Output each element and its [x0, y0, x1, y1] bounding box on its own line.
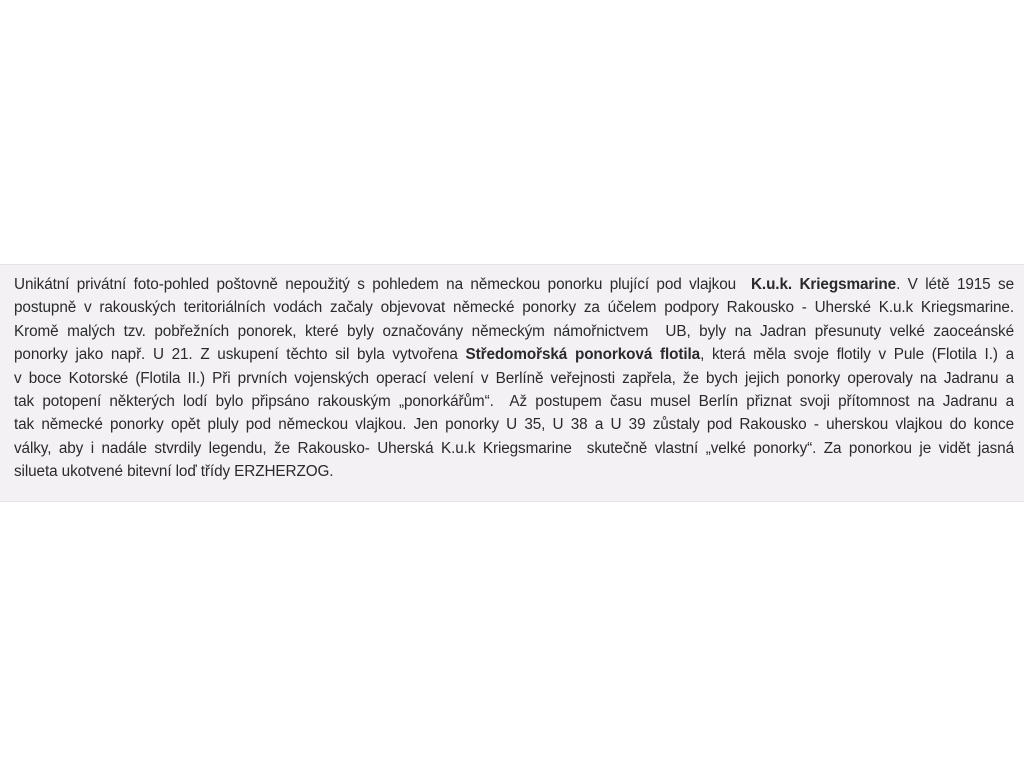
- text-line: [14, 367, 1014, 390]
- text-segment: války, aby i nadále stvrdily legendu, že Rakousko- Uherská K.u.k Kriegsmarine skutečně vlastní „velké ponorky“. Za ponorkou je vidět jasná: [14, 439, 1014, 457]
- text-segment: , která měla svoje flotily v Pule (Flotila I.) a: [700, 346, 1014, 364]
- text-segment: Unikátní privátní foto-pohled poštovně nepoužitý s pohledem na německou ponorku plující pod vlajkou: [14, 276, 751, 293]
- text-line: [14, 437, 1014, 460]
- bold-text-segment: K.u.k. Kriegsmarine: [750, 276, 897, 293]
- text-line: [14, 343, 1014, 366]
- text-line: [14, 273, 1014, 296]
- text-segment: tak potopení některých lodí bylo připsáno rakouským „ponorkářům“. Až postupem času musel Berlín přiznat svoji přítomnost na Jadranu a: [14, 393, 1014, 411]
- bold-text-segment: Středomořská ponorková flotila: [465, 346, 701, 364]
- text-segment: Kromě malých tzv. pobřežních ponorek, které byly označovány německým námořnictvem UB, byly na Jadran přesunuty velké zaoceánské: [14, 322, 1014, 340]
- text-segment: tak německé ponorky opět pluly pod německou vlajkou. Jen ponorky U 35, U 38 a U 39 zůstaly pod Rakousko - uherskou vlajkou do konce: [14, 416, 1014, 434]
- text-segment: . V létě 1915 se: [896, 276, 1014, 293]
- text-segment: v boce Kotorské (Flotila II.) Při prvních vojenských operací velení v Berlíně veřejnosti zapřela, že bych jejich ponorky operovaly na Jadranu a: [14, 369, 1014, 387]
- text-segment: postupně v rakouských teritoriálních vodách začaly objevovat německé ponorky za účelem podpory Rakousko - Uherské K.u.k Kriegsmarine.: [14, 299, 1014, 317]
- text-segment: ponorky jako např. U 21. Z uskupení těchto sil byla vytvořena: [14, 346, 466, 364]
- text-line: [14, 296, 1014, 319]
- text-line: [14, 413, 1014, 436]
- text-strip: [0, 264, 1024, 502]
- text-line: [14, 390, 1014, 413]
- text-line: [14, 460, 1014, 483]
- text-segment: silueta ukotvené bitevní loď třídy ERZHERZOG.: [14, 463, 334, 481]
- text-line: [14, 320, 1014, 343]
- description-text-block: [14, 273, 1014, 484]
